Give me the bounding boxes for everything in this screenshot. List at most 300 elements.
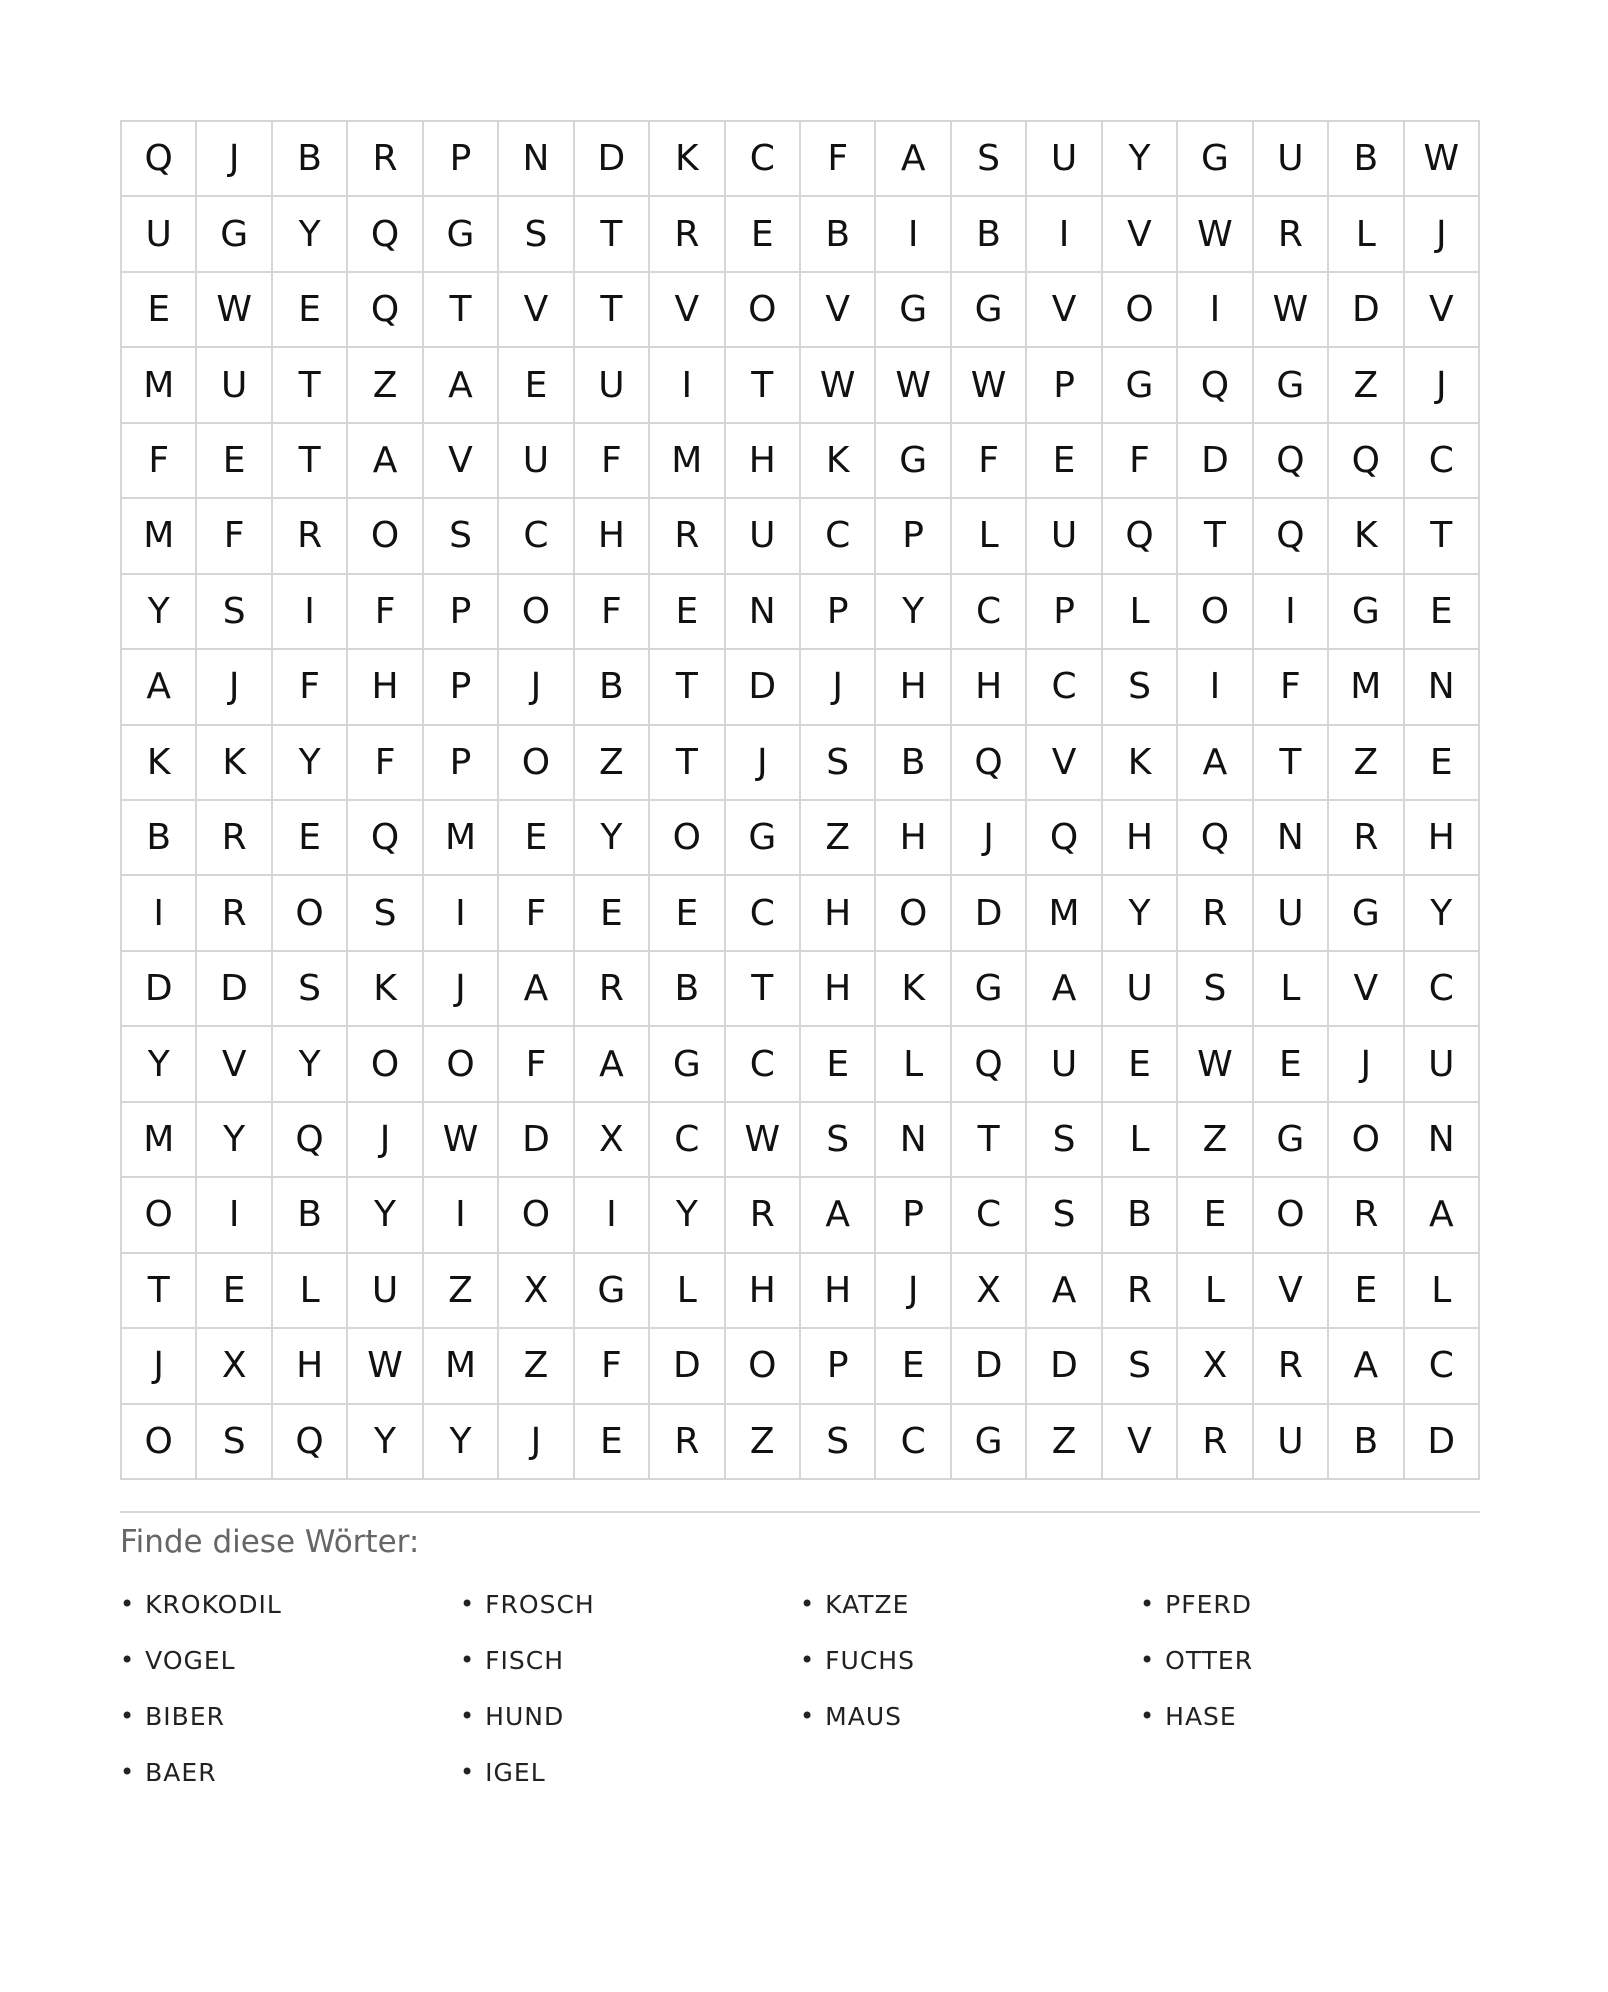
grid-cell[interactable]: D	[726, 650, 801, 725]
grid-cell[interactable]: C	[650, 1103, 725, 1178]
grid-cell[interactable]: X	[499, 1254, 574, 1329]
grid-cell[interactable]: C	[876, 1405, 951, 1480]
grid-cell[interactable]: C	[726, 876, 801, 951]
grid-cell[interactable]: R	[197, 876, 272, 951]
grid-cell[interactable]: J	[499, 1405, 574, 1480]
grid-cell[interactable]: P	[801, 1329, 876, 1404]
grid-cell[interactable]: B	[876, 726, 951, 801]
grid-cell[interactable]: O	[876, 876, 951, 951]
grid-cell[interactable]: S	[1103, 1329, 1178, 1404]
grid-cell[interactable]: S	[197, 575, 272, 650]
grid-cell[interactable]: O	[1178, 575, 1253, 650]
grid-cell[interactable]: Z	[726, 1405, 801, 1480]
grid-cell[interactable]: Y	[273, 1027, 348, 1102]
grid-cell[interactable]: M	[424, 801, 499, 876]
grid-cell[interactable]: I	[273, 575, 348, 650]
grid-cell[interactable]: C	[1027, 650, 1102, 725]
grid-cell[interactable]: Y	[650, 1178, 725, 1253]
grid-cell[interactable]: H	[952, 650, 1027, 725]
grid-cell[interactable]: B	[273, 122, 348, 197]
grid-cell[interactable]: Y	[122, 1027, 197, 1102]
grid-cell[interactable]: F	[499, 1027, 574, 1102]
grid-cell[interactable]: I	[424, 1178, 499, 1253]
grid-cell[interactable]: B	[801, 197, 876, 272]
grid-cell[interactable]: Q	[1027, 801, 1102, 876]
grid-cell[interactable]: K	[801, 424, 876, 499]
grid-cell[interactable]: Z	[1329, 726, 1404, 801]
grid-cell[interactable]: W	[424, 1103, 499, 1178]
grid-cell[interactable]: Y	[575, 801, 650, 876]
grid-cell[interactable]: H	[348, 650, 423, 725]
grid-cell[interactable]: B	[650, 952, 725, 1027]
grid-cell[interactable]: T	[650, 650, 725, 725]
grid-cell[interactable]: C	[1405, 424, 1480, 499]
grid-cell[interactable]: C	[952, 1178, 1027, 1253]
grid-cell[interactable]: W	[801, 348, 876, 423]
grid-cell[interactable]: W	[348, 1329, 423, 1404]
grid-cell[interactable]: S	[1027, 1103, 1102, 1178]
grid-cell[interactable]: O	[499, 726, 574, 801]
grid-cell[interactable]: G	[726, 801, 801, 876]
grid-cell[interactable]: G	[876, 424, 951, 499]
grid-cell[interactable]: U	[348, 1254, 423, 1329]
grid-cell[interactable]: G	[1329, 575, 1404, 650]
grid-cell[interactable]: R	[273, 499, 348, 574]
grid-cell[interactable]: S	[197, 1405, 272, 1480]
grid-cell[interactable]: E	[499, 348, 574, 423]
grid-cell[interactable]: F	[197, 499, 272, 574]
grid-cell[interactable]: Q	[1329, 424, 1404, 499]
grid-cell[interactable]: F	[348, 726, 423, 801]
grid-cell[interactable]: R	[197, 801, 272, 876]
grid-cell[interactable]: H	[1405, 801, 1480, 876]
grid-cell[interactable]: Y	[1405, 876, 1480, 951]
grid-cell[interactable]: V	[424, 424, 499, 499]
grid-cell[interactable]: J	[876, 1254, 951, 1329]
grid-cell[interactable]: N	[1405, 650, 1480, 725]
grid-cell[interactable]: O	[424, 1027, 499, 1102]
grid-cell[interactable]: T	[122, 1254, 197, 1329]
grid-cell[interactable]: W	[197, 273, 272, 348]
grid-cell[interactable]: I	[876, 197, 951, 272]
grid-cell[interactable]: G	[952, 1405, 1027, 1480]
grid-cell[interactable]: I	[575, 1178, 650, 1253]
grid-cell[interactable]: H	[273, 1329, 348, 1404]
grid-cell[interactable]: T	[424, 273, 499, 348]
grid-cell[interactable]: X	[952, 1254, 1027, 1329]
grid-cell[interactable]: U	[1254, 122, 1329, 197]
grid-cell[interactable]: Q	[122, 122, 197, 197]
grid-cell[interactable]: R	[650, 197, 725, 272]
grid-cell[interactable]: Q	[1178, 348, 1253, 423]
grid-cell[interactable]: D	[1027, 1329, 1102, 1404]
grid-cell[interactable]: E	[1027, 424, 1102, 499]
grid-cell[interactable]: U	[1405, 1027, 1480, 1102]
grid-cell[interactable]: H	[801, 876, 876, 951]
grid-cell[interactable]: O	[499, 1178, 574, 1253]
grid-cell[interactable]: T	[1405, 499, 1480, 574]
grid-cell[interactable]: T	[575, 197, 650, 272]
grid-cell[interactable]: V	[1027, 726, 1102, 801]
grid-cell[interactable]: S	[1027, 1178, 1102, 1253]
grid-cell[interactable]: E	[1329, 1254, 1404, 1329]
grid-cell[interactable]: J	[197, 650, 272, 725]
grid-cell[interactable]: Y	[122, 575, 197, 650]
grid-cell[interactable]: P	[876, 1178, 951, 1253]
grid-cell[interactable]: A	[122, 650, 197, 725]
grid-cell[interactable]: T	[650, 726, 725, 801]
grid-cell[interactable]: H	[575, 499, 650, 574]
grid-cell[interactable]: J	[424, 952, 499, 1027]
grid-cell[interactable]: Z	[1329, 348, 1404, 423]
grid-cell[interactable]: D	[575, 122, 650, 197]
grid-cell[interactable]: O	[1254, 1178, 1329, 1253]
grid-cell[interactable]: W	[1405, 122, 1480, 197]
grid-cell[interactable]: A	[876, 122, 951, 197]
grid-cell[interactable]: V	[650, 273, 725, 348]
grid-cell[interactable]: Q	[952, 726, 1027, 801]
grid-cell[interactable]: S	[348, 876, 423, 951]
grid-cell[interactable]: Q	[348, 801, 423, 876]
grid-cell[interactable]: D	[650, 1329, 725, 1404]
grid-cell[interactable]: J	[952, 801, 1027, 876]
grid-cell[interactable]: D	[952, 1329, 1027, 1404]
grid-cell[interactable]: Y	[348, 1178, 423, 1253]
grid-cell[interactable]: G	[197, 197, 272, 272]
grid-cell[interactable]: S	[801, 1405, 876, 1480]
grid-cell[interactable]: R	[650, 499, 725, 574]
grid-cell[interactable]: P	[424, 726, 499, 801]
grid-cell[interactable]: U	[726, 499, 801, 574]
grid-cell[interactable]: R	[575, 952, 650, 1027]
grid-cell[interactable]: L	[1405, 1254, 1480, 1329]
grid-cell[interactable]: Z	[1027, 1405, 1102, 1480]
grid-cell[interactable]: M	[122, 499, 197, 574]
grid-cell[interactable]: R	[1254, 1329, 1329, 1404]
grid-cell[interactable]: Y	[197, 1103, 272, 1178]
grid-cell[interactable]: Y	[1103, 122, 1178, 197]
grid-cell[interactable]: P	[1027, 575, 1102, 650]
grid-cell[interactable]: L	[1103, 575, 1178, 650]
grid-cell[interactable]: O	[1103, 273, 1178, 348]
grid-cell[interactable]: A	[1027, 1254, 1102, 1329]
grid-cell[interactable]: Q	[1103, 499, 1178, 574]
grid-cell[interactable]: U	[122, 197, 197, 272]
grid-cell[interactable]: H	[726, 1254, 801, 1329]
grid-cell[interactable]: J	[1329, 1027, 1404, 1102]
grid-cell[interactable]: O	[726, 273, 801, 348]
grid-cell[interactable]: G	[1329, 876, 1404, 951]
grid-cell[interactable]: L	[1178, 1254, 1253, 1329]
grid-cell[interactable]: Y	[273, 197, 348, 272]
grid-cell[interactable]: C	[726, 1027, 801, 1102]
grid-cell[interactable]: R	[726, 1178, 801, 1253]
grid-cell[interactable]: H	[726, 424, 801, 499]
grid-cell[interactable]: J	[122, 1329, 197, 1404]
grid-cell[interactable]: U	[575, 348, 650, 423]
grid-cell[interactable]: R	[1329, 1178, 1404, 1253]
grid-cell[interactable]: D	[122, 952, 197, 1027]
grid-cell[interactable]: S	[801, 726, 876, 801]
grid-cell[interactable]: J	[726, 726, 801, 801]
grid-cell[interactable]: P	[801, 575, 876, 650]
grid-cell[interactable]: F	[1103, 424, 1178, 499]
grid-cell[interactable]: N	[499, 122, 574, 197]
grid-cell[interactable]: G	[1178, 122, 1253, 197]
grid-cell[interactable]: M	[1027, 876, 1102, 951]
grid-cell[interactable]: E	[1405, 575, 1480, 650]
grid-cell[interactable]: M	[122, 348, 197, 423]
grid-cell[interactable]: B	[1329, 1405, 1404, 1480]
grid-cell[interactable]: N	[726, 575, 801, 650]
grid-cell[interactable]: C	[499, 499, 574, 574]
grid-cell[interactable]: N	[1405, 1103, 1480, 1178]
grid-cell[interactable]: M	[650, 424, 725, 499]
grid-cell[interactable]: K	[197, 726, 272, 801]
grid-cell[interactable]: T	[952, 1103, 1027, 1178]
grid-cell[interactable]: O	[273, 876, 348, 951]
grid-cell[interactable]: J	[801, 650, 876, 725]
grid-cell[interactable]: I	[1178, 650, 1253, 725]
grid-cell[interactable]: P	[876, 499, 951, 574]
grid-cell[interactable]: B	[1103, 1178, 1178, 1253]
grid-cell[interactable]: E	[273, 273, 348, 348]
grid-cell[interactable]: S	[1178, 952, 1253, 1027]
grid-cell[interactable]: T	[1178, 499, 1253, 574]
grid-cell[interactable]: L	[952, 499, 1027, 574]
grid-cell[interactable]: O	[348, 1027, 423, 1102]
grid-cell[interactable]: Q	[1178, 801, 1253, 876]
grid-cell[interactable]: V	[197, 1027, 272, 1102]
grid-cell[interactable]: R	[650, 1405, 725, 1480]
grid-cell[interactable]: F	[952, 424, 1027, 499]
grid-cell[interactable]: P	[424, 650, 499, 725]
grid-cell[interactable]: I	[1027, 197, 1102, 272]
grid-cell[interactable]: A	[348, 424, 423, 499]
grid-cell[interactable]: E	[575, 876, 650, 951]
grid-cell[interactable]: O	[1329, 1103, 1404, 1178]
grid-cell[interactable]: F	[575, 1329, 650, 1404]
grid-cell[interactable]: V	[1329, 952, 1404, 1027]
grid-cell[interactable]: A	[1027, 952, 1102, 1027]
grid-cell[interactable]: S	[499, 197, 574, 272]
grid-cell[interactable]: E	[197, 424, 272, 499]
grid-cell[interactable]: U	[197, 348, 272, 423]
grid-cell[interactable]: Q	[1254, 424, 1329, 499]
grid-cell[interactable]: Q	[1254, 499, 1329, 574]
grid-cell[interactable]: A	[1178, 726, 1253, 801]
grid-cell[interactable]: H	[1103, 801, 1178, 876]
grid-cell[interactable]: Y	[876, 575, 951, 650]
grid-cell[interactable]: E	[122, 273, 197, 348]
grid-cell[interactable]: O	[348, 499, 423, 574]
grid-cell[interactable]: O	[499, 575, 574, 650]
grid-cell[interactable]: R	[1329, 801, 1404, 876]
grid-cell[interactable]: G	[876, 273, 951, 348]
grid-cell[interactable]: B	[273, 1178, 348, 1253]
grid-cell[interactable]: F	[348, 575, 423, 650]
grid-cell[interactable]: J	[348, 1103, 423, 1178]
grid-cell[interactable]: O	[122, 1405, 197, 1480]
grid-cell[interactable]: U	[499, 424, 574, 499]
grid-cell[interactable]: W	[1254, 273, 1329, 348]
grid-cell[interactable]: A	[1329, 1329, 1404, 1404]
grid-cell[interactable]: X	[1178, 1329, 1253, 1404]
grid-cell[interactable]: M	[122, 1103, 197, 1178]
grid-cell[interactable]: L	[876, 1027, 951, 1102]
grid-cell[interactable]: E	[650, 575, 725, 650]
grid-cell[interactable]: V	[499, 273, 574, 348]
grid-cell[interactable]: C	[726, 122, 801, 197]
grid-cell[interactable]: F	[122, 424, 197, 499]
grid-cell[interactable]: Y	[424, 1405, 499, 1480]
grid-cell[interactable]: M	[424, 1329, 499, 1404]
grid-cell[interactable]: Y	[273, 726, 348, 801]
grid-cell[interactable]: K	[876, 952, 951, 1027]
grid-cell[interactable]: Z	[348, 348, 423, 423]
grid-cell[interactable]: Q	[348, 273, 423, 348]
grid-cell[interactable]: G	[575, 1254, 650, 1329]
grid-cell[interactable]: U	[1254, 1405, 1329, 1480]
grid-cell[interactable]: T	[726, 348, 801, 423]
grid-cell[interactable]: E	[726, 197, 801, 272]
grid-cell[interactable]: P	[424, 122, 499, 197]
grid-cell[interactable]: H	[876, 650, 951, 725]
grid-cell[interactable]: T	[273, 424, 348, 499]
grid-cell[interactable]: F	[499, 876, 574, 951]
grid-cell[interactable]: U	[1027, 122, 1102, 197]
grid-cell[interactable]: N	[876, 1103, 951, 1178]
grid-cell[interactable]: A	[499, 952, 574, 1027]
grid-cell[interactable]: V	[1405, 273, 1480, 348]
grid-cell[interactable]: A	[575, 1027, 650, 1102]
grid-cell[interactable]: Z	[575, 726, 650, 801]
grid-cell[interactable]: V	[1254, 1254, 1329, 1329]
grid-cell[interactable]: D	[1329, 273, 1404, 348]
grid-cell[interactable]: R	[1178, 876, 1253, 951]
grid-cell[interactable]: U	[1254, 876, 1329, 951]
grid-cell[interactable]: T	[273, 348, 348, 423]
grid-cell[interactable]: J	[1405, 348, 1480, 423]
grid-cell[interactable]: T	[575, 273, 650, 348]
grid-cell[interactable]: B	[122, 801, 197, 876]
grid-cell[interactable]: F	[575, 424, 650, 499]
grid-cell[interactable]: R	[1178, 1405, 1253, 1480]
grid-cell[interactable]: W	[952, 348, 1027, 423]
grid-cell[interactable]: L	[1254, 952, 1329, 1027]
grid-cell[interactable]: T	[1254, 726, 1329, 801]
grid-cell[interactable]: I	[424, 876, 499, 951]
grid-cell[interactable]: Y	[1103, 876, 1178, 951]
grid-cell[interactable]: L	[1329, 197, 1404, 272]
grid-cell[interactable]: L	[273, 1254, 348, 1329]
grid-cell[interactable]: F	[575, 575, 650, 650]
grid-cell[interactable]: K	[650, 122, 725, 197]
grid-cell[interactable]: Y	[348, 1405, 423, 1480]
grid-cell[interactable]: K	[122, 726, 197, 801]
grid-cell[interactable]: D	[952, 876, 1027, 951]
grid-cell[interactable]: G	[1254, 348, 1329, 423]
grid-cell[interactable]: G	[424, 197, 499, 272]
grid-cell[interactable]: I	[1254, 575, 1329, 650]
grid-cell[interactable]: H	[801, 952, 876, 1027]
grid-cell[interactable]: I	[650, 348, 725, 423]
grid-cell[interactable]: E	[650, 876, 725, 951]
grid-cell[interactable]: E	[1405, 726, 1480, 801]
grid-cell[interactable]: E	[801, 1027, 876, 1102]
grid-cell[interactable]: A	[1405, 1178, 1480, 1253]
grid-cell[interactable]: Z	[424, 1254, 499, 1329]
grid-cell[interactable]: K	[1103, 726, 1178, 801]
grid-cell[interactable]: W	[876, 348, 951, 423]
grid-cell[interactable]: V	[801, 273, 876, 348]
grid-cell[interactable]: R	[1103, 1254, 1178, 1329]
grid-cell[interactable]: O	[122, 1178, 197, 1253]
grid-cell[interactable]: C	[952, 575, 1027, 650]
grid-cell[interactable]: U	[1027, 1027, 1102, 1102]
grid-cell[interactable]: F	[801, 122, 876, 197]
grid-cell[interactable]: C	[801, 499, 876, 574]
grid-cell[interactable]: L	[1103, 1103, 1178, 1178]
grid-cell[interactable]: B	[575, 650, 650, 725]
grid-cell[interactable]: V	[1103, 197, 1178, 272]
grid-cell[interactable]: J	[499, 650, 574, 725]
grid-cell[interactable]: E	[575, 1405, 650, 1480]
grid-cell[interactable]: O	[726, 1329, 801, 1404]
grid-cell[interactable]: G	[1254, 1103, 1329, 1178]
grid-cell[interactable]: S	[424, 499, 499, 574]
grid-cell[interactable]: A	[801, 1178, 876, 1253]
grid-cell[interactable]: B	[1329, 122, 1404, 197]
grid-cell[interactable]: G	[1103, 348, 1178, 423]
grid-cell[interactable]: E	[197, 1254, 272, 1329]
grid-cell[interactable]: K	[1329, 499, 1404, 574]
grid-cell[interactable]: R	[1254, 197, 1329, 272]
grid-cell[interactable]: E	[1178, 1178, 1253, 1253]
grid-cell[interactable]: A	[424, 348, 499, 423]
grid-cell[interactable]: J	[1405, 197, 1480, 272]
grid-cell[interactable]: U	[1103, 952, 1178, 1027]
grid-cell[interactable]: F	[1254, 650, 1329, 725]
grid-cell[interactable]: Q	[273, 1103, 348, 1178]
grid-cell[interactable]: J	[197, 122, 272, 197]
grid-cell[interactable]: S	[801, 1103, 876, 1178]
grid-cell[interactable]: S	[952, 122, 1027, 197]
grid-cell[interactable]: T	[726, 952, 801, 1027]
grid-cell[interactable]: D	[499, 1103, 574, 1178]
grid-cell[interactable]: B	[952, 197, 1027, 272]
grid-cell[interactable]: H	[801, 1254, 876, 1329]
grid-cell[interactable]: W	[726, 1103, 801, 1178]
grid-cell[interactable]: I	[1178, 273, 1253, 348]
grid-cell[interactable]: U	[1027, 499, 1102, 574]
grid-cell[interactable]: Q	[952, 1027, 1027, 1102]
grid-cell[interactable]: I	[197, 1178, 272, 1253]
grid-cell[interactable]: L	[650, 1254, 725, 1329]
grid-cell[interactable]: Q	[273, 1405, 348, 1480]
grid-cell[interactable]: C	[1405, 952, 1480, 1027]
grid-cell[interactable]: H	[876, 801, 951, 876]
grid-cell[interactable]: E	[499, 801, 574, 876]
grid-cell[interactable]: D	[1178, 424, 1253, 499]
grid-cell[interactable]: V	[1027, 273, 1102, 348]
grid-cell[interactable]: K	[348, 952, 423, 1027]
grid-cell[interactable]: E	[1103, 1027, 1178, 1102]
grid-cell[interactable]: P	[424, 575, 499, 650]
grid-cell[interactable]: X	[197, 1329, 272, 1404]
grid-cell[interactable]: E	[273, 801, 348, 876]
grid-cell[interactable]: G	[650, 1027, 725, 1102]
